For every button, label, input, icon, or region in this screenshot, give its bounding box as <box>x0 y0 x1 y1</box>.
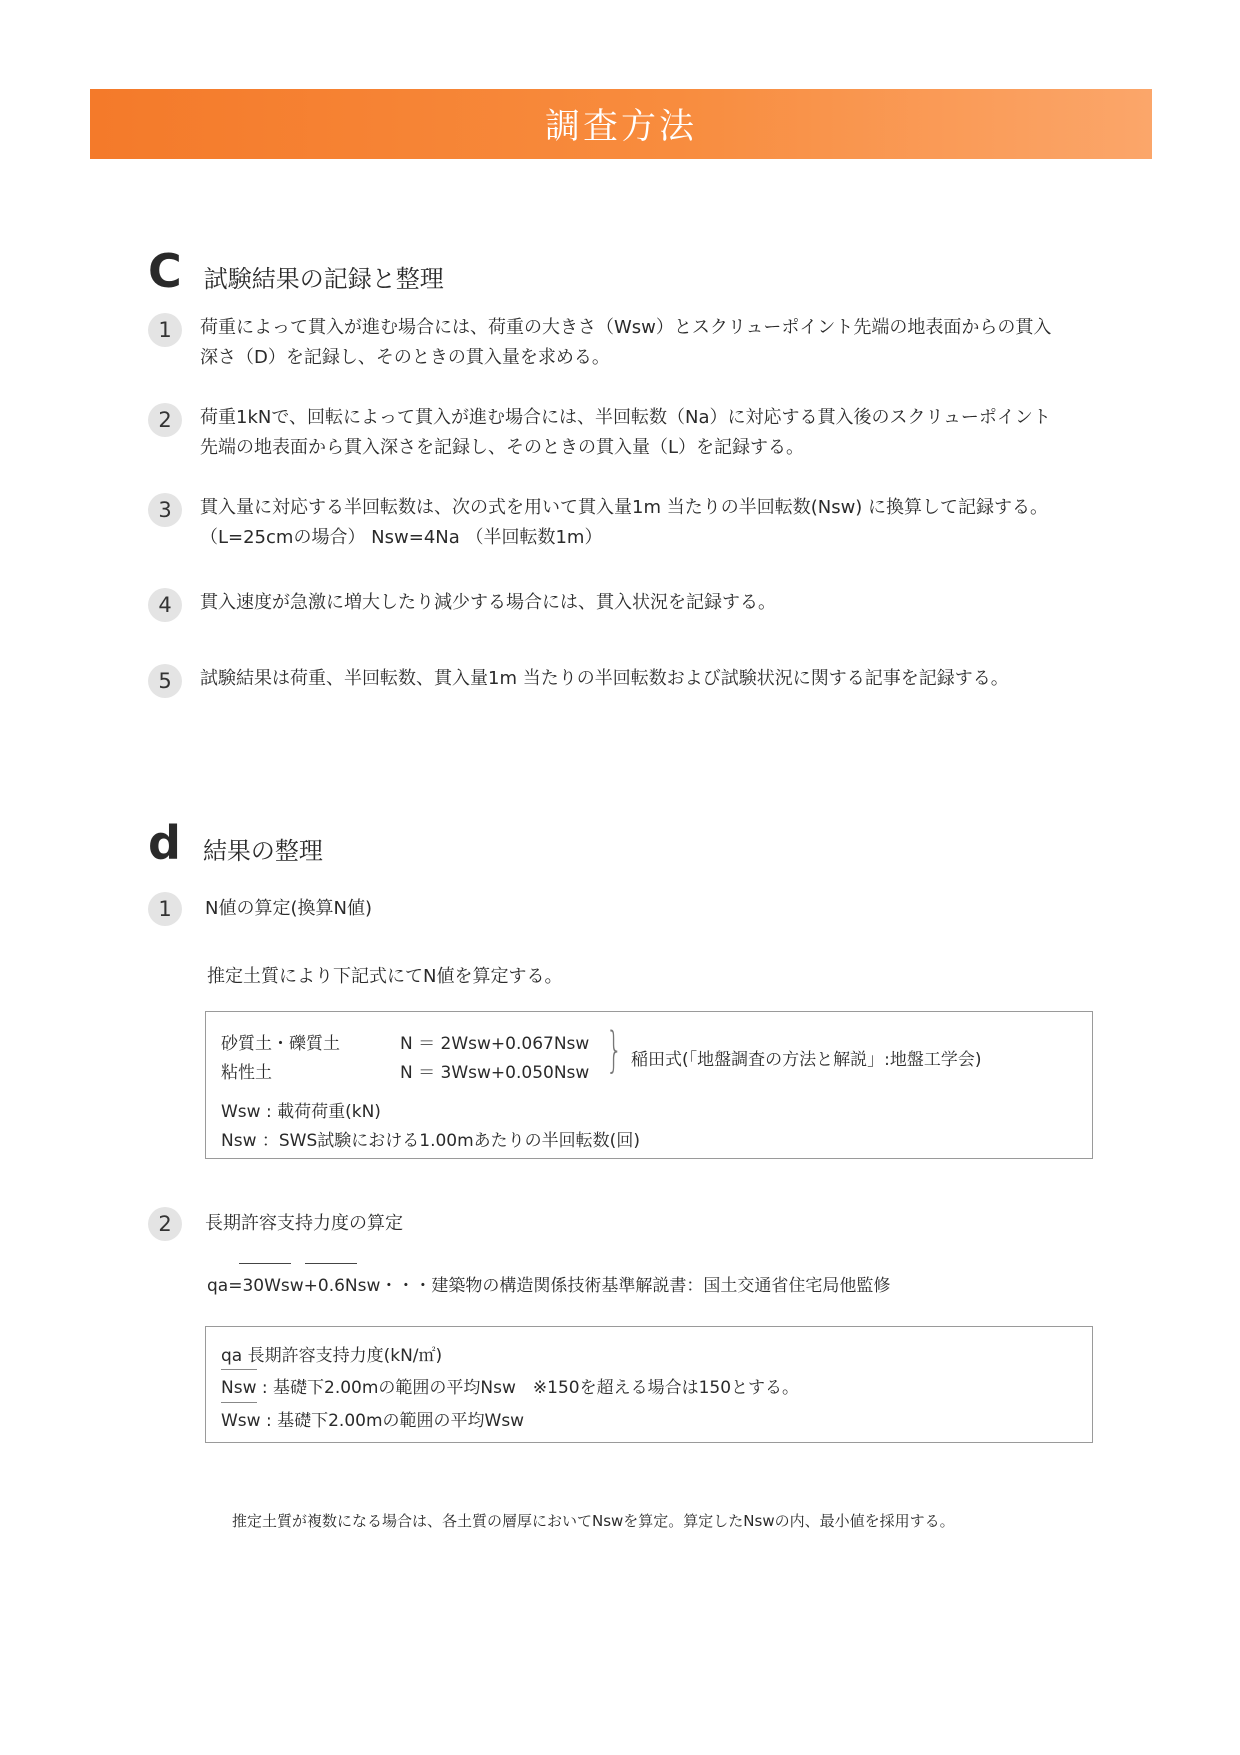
definition-text: Wsw : 載荷荷重(kN) <box>221 1102 381 1122</box>
definition-text: qa 長期許容支持力度(kN/㎡) <box>221 1346 443 1366</box>
item-title: N値の算定(換算N値) <box>205 898 372 919</box>
section-d-item-2 <box>148 1207 1128 1241</box>
item-text-line: 貫入量に対応する半回転数は、次の式を用いて貫入量1m 当たりの半回転数(Nsw) に換算して記録する。 <box>200 497 1049 518</box>
item-text-line: 荷重1kNで、回転によって貫入が進む場合には、半回転数（Na）に対応する貫入後のスクリューポイント <box>200 407 1051 428</box>
item-title: 長期許容支持力度の算定 <box>205 1213 403 1234</box>
section-c-title: 試験結果の記録と整理 <box>203 265 444 293</box>
section-d-heading <box>148 816 323 870</box>
section-c-letter: C <box>148 244 182 298</box>
item-number-badge: 2 <box>148 1207 182 1241</box>
section-c-heading <box>148 244 444 298</box>
n-value-formula-box <box>205 1011 1093 1159</box>
title-banner <box>90 89 1152 159</box>
item-number-badge: 2 <box>148 403 182 437</box>
soil-type-label: 粘性土 <box>221 1063 272 1083</box>
definition-text: Nsw ：SWS試験における1.00mあたりの半回転数(回) <box>221 1131 640 1151</box>
soil-type-label: 砂質土・礫質土 <box>221 1034 340 1054</box>
item-number-badge: 4 <box>148 588 182 622</box>
section-d-item-1 <box>148 892 1128 926</box>
brace-symbol: } <box>605 1022 623 1078</box>
variable-overline <box>221 1402 257 1403</box>
formula-source: 稲田式(「地盤調査の方法と解説」:地盤工学会) <box>631 1050 982 1070</box>
bearing-capacity-formula: qa=30Wsw+0.6Nsw・・・建築物の構造関係技術基準解説書：国土交通省住宅局他監修 <box>207 1276 891 1296</box>
section-c-item-4 <box>148 588 1128 618</box>
formula-overline <box>305 1263 357 1264</box>
item-number-badge: 1 <box>148 892 182 926</box>
definition-text: Wsw : 基礎下2.00mの範囲の平均Wsw <box>221 1411 525 1431</box>
item-number-badge: 5 <box>148 664 182 698</box>
page-title: 調査方法 <box>544 107 697 147</box>
formula-text: N ＝ 3Wsw+0.050Nsw <box>400 1063 590 1083</box>
item-text-line: 荷重によって貫入が進む場合には、荷重の大きさ（Wsw）とスクリューポイント先端の地表面からの貫入 <box>200 317 1052 338</box>
item-text-line: 先端の地表面から貫入深さを記録し、そのときの貫入量（L）を記録する。 <box>200 437 805 458</box>
variable-overline <box>221 1369 257 1370</box>
section-c-item-1 <box>148 313 1128 373</box>
item-text-line: 貫入速度が急激に増大したり減少する場合には、貫入状況を記録する。 <box>200 592 776 613</box>
item-text-line: （L=25cmの場合） Nsw=4Na （半回転数1m） <box>200 527 603 548</box>
formula-text: N ＝ 2Wsw+0.067Nsw <box>400 1034 590 1054</box>
item-text-line: 試験結果は荷重、半回転数、貫入量1m 当たりの半回転数および試験状況に関する記事を記録する。 <box>200 668 1009 689</box>
section-c-item-2 <box>148 403 1128 463</box>
item-number-badge: 3 <box>148 493 182 527</box>
section-c-item-5 <box>148 664 1128 694</box>
section-c-item-3 <box>148 493 1128 553</box>
footnote: 推定土質が複数になる場合は、各土質の層厚においてNswを算定。算定したNswの内、最小値を採用する。 <box>232 1512 955 1530</box>
bearing-capacity-box <box>205 1326 1093 1443</box>
definition-text: Nsw : 基礎下2.00mの範囲の平均Nsw ※150を超える場合は150とする。 <box>221 1378 800 1398</box>
section-d-title: 結果の整理 <box>202 837 323 865</box>
item-text-line: 深さ（D）を記録し、そのときの貫入量を求める。 <box>200 347 610 368</box>
section-d-letter: d <box>148 816 181 870</box>
formula-overline <box>239 1263 291 1264</box>
n-value-intro: 推定土質により下記式にてN値を算定する。 <box>207 966 563 987</box>
item-number-badge: 1 <box>148 313 182 347</box>
